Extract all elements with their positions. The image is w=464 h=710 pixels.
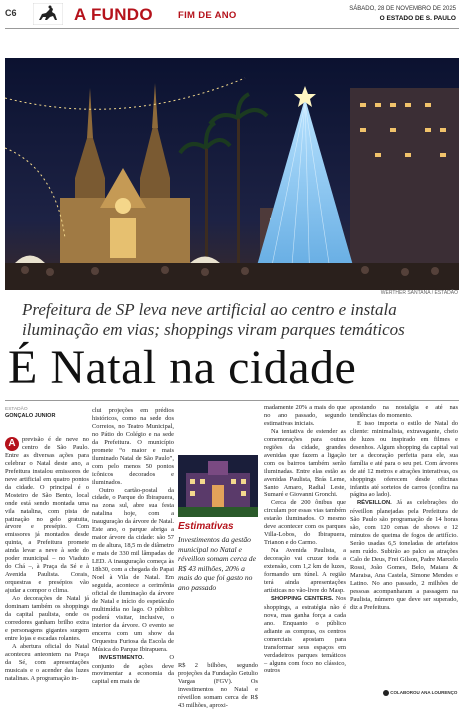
paragraph: Na tentativa de estender as comemorações para outras regiões da cidade, grandes avenidas que fazem a ligação com os bairros também serão iluminadas. Entre elas estão as avenidas Paulista, Brás Leme, Santo Amaro, Radial Leste, Sumaré e Giovanni Gronchi. [264,427,346,499]
paragraph: previsão é de neve no centro de São Paulo. Entre as diversas ações para celebrar o Natal deste ano, a Prefeitura instalou emissores de neve artificial em quatro pontos da cidade. O principal é o Mosteiro de São Bento, local onde está sendo montada uma vila natalina, com pista de patinação no gelo gratuita, árvore e presépio. Com emissores já montados desde quinta, a Prefeitura promete ainda levar a neve à sede do poder municipal – no Viaduto do Chá –, à Praça da Sé e à Avenida Paulista. Corais, orquestras e presépios vão ajudar a compor o clima. [5,436,89,595]
edition-date: SÁBADO, 28 DE NOVEMBRO DE 2025 [349,6,456,12]
horse-rider-logo-icon [33,3,63,25]
paragraph: madamente 20% a mais do que no ano passado, segundo estimativas iniciais. [264,404,346,427]
christmas-cathedral-photo [5,58,459,290]
paragraph: Na Avenida Paulista, a decoração vai cruzar toda a extensão, com 1,2 km de luzes, formando um túnel. A região terá ainda apresentações artísticas no vão-livre do Masp. [264,547,346,594]
article-column-3 [178,662,258,710]
article-column-1 [5,436,89,683]
photo-credit: WERTHER SANTANA / ESTADÃO [380,290,458,296]
article-column-2 [92,407,174,686]
header-divider [5,28,459,29]
newspaper-name: O ESTADO DE S. PAULO [379,15,456,22]
article-column-5 [350,404,458,612]
byline-author: GONÇALO JUNIOR [5,413,56,419]
sidebar-title: Estimativas [178,521,234,532]
paragraph: Cerca de 200 ônibus que circulam por essas vias também estarão iluminados. O mesmo deve acontecer com os parques Villa-Lobos, do Ibirapuera, Trianon e do Carmo. [264,499,346,547]
section-title: A FUNDO [74,5,153,24]
paragraph: E isso importa o estilo de Natal do cliente: minimalista, extravagante, cheio de luzes ou inspirado em filmes e desenhos. Algum shopping da capital vai ter a decoração perfeita para ele, sua família e até para o seu pet. Com árvores de até 12 metros e atrações interativas, os shoppings oferecem desde oficinas infantis até sorteios de carros (confira na página ao lado). [350,419,458,499]
page-number: C6 [5,8,17,18]
headline-divider [5,400,459,401]
dropcap: A [5,437,19,451]
paragraph: clui projeções em prédios históricos, como na sede dos Correios, no Teatro Municipal, no Pátio do Colégio e na sede da Prefeitura. O município promete “o maior e mais iluminado Natal de São Paulo”, com pelo menos 50 pontos icônicos decorados e iluminados. [92,407,174,486]
subsection-title: FIM DE ANO [178,10,237,21]
paragraph: Outro cartão-postal da cidade, o Parque do Ibirapuera, na zona sul, abre sua festa natalina hoje, com a inauguração da árvore de Natal. Este ano, o parque abriga a maior árvore da cidade: são 57 m de altura, 18,5 m de diâmetro e mais de 330 mil lâmpadas de LED. A inauguração começa às 18h30, com a chegada do Papai Noel à Vila de Natal. Em seguida, acontece a cerimônia oficial de iluminação da árvore de Natal e início do espetáculo multimídia no lago. O público poderá visitar, inclusive, o interior da árvore. O evento se encerra com um show da Orquestra Furiosa da Escola de Música do Parque Ibirapuera. [92,486,174,653]
paragraph: O conjunto de ações deve movimentar a economia da capital em mais de [92,653,174,686]
section-lead: INVESTIMENTO. [99,654,144,661]
paragraph: R$ 2 bilhões, segundo projeções da Fundação Getulio Vargas (FGV). Os investimentos no Natal e réveillon somam cerca de R$ 43 milhões, aproxi- [178,662,258,709]
page-header [0,0,464,28]
byline-label: ESTADÃO [5,407,28,412]
main-headline: É Natal na cidade [8,341,357,394]
paragraph: Ao decorações de Natal já dominam também os shoppings da capital paulista, onde os corredores ganham brilho extra e personagens gigantes surgem entre lojas e escadas rolantes. [5,595,89,642]
section-lead: RÉVEILLON. [357,500,392,507]
end-credit [383,690,457,696]
paragraph: Nos shoppings, a estratégia não é nova, mas ganha força a cada ano. Enquanto o público adiante as compras, os centros comerciais apostam para transformar seus espaços em verdadeiros parques temáticos – alguns com foco no clássico, outros [264,594,346,675]
paragraph: apostando na nostalgia e até nas tendências do momento. [350,404,458,419]
sidebar-text: Investimentos da gestão municipal no Natal e réveillon somam cerca de R$ 43 milhões, 20% a mais do que foi gasto no ano passado [178,535,256,592]
illuminated-building-thumbnail [178,455,258,517]
end-credit-text: COLABOROU ANA LOURENÇO [390,690,458,696]
paragraph: Já as celebrações do réveillon planejadas pela Prefeitura de São Paulo são programação de 14 horas são, com 120 cenas de shows e 12 minutos de queima de fogos de artifício. Serão usadas 6,5 toneladas de artefatos sem ruído. Subirão ao palco as atrações Calo de Deus, Frei Gilson, Padre Marcelo Rossi, João Gomes, Belo, Maiara & Maraisa, Ana Castela, Simone Mendes e Latino. No ano passado, 2 milhões de pessoas acompanharam a passagem na Paulista, número que deve ser superado, diz a Prefeitura. [350,499,458,611]
paragraph: A abertura oficial do Natal aconteceu anteontem na Praça da Sé, com apresentações musicais e o acender das luzes natalinas. A programação in- [5,642,89,682]
article-column-4 [264,404,346,675]
section-lead: SHOPPING CENTERS. [271,595,334,602]
end-bullet-icon [383,690,389,696]
kicker-subheadline: Prefeitura de SP leva neve artificial ao centro e instala iluminação em vias; shoppings viram parques temáticos [22,300,405,339]
